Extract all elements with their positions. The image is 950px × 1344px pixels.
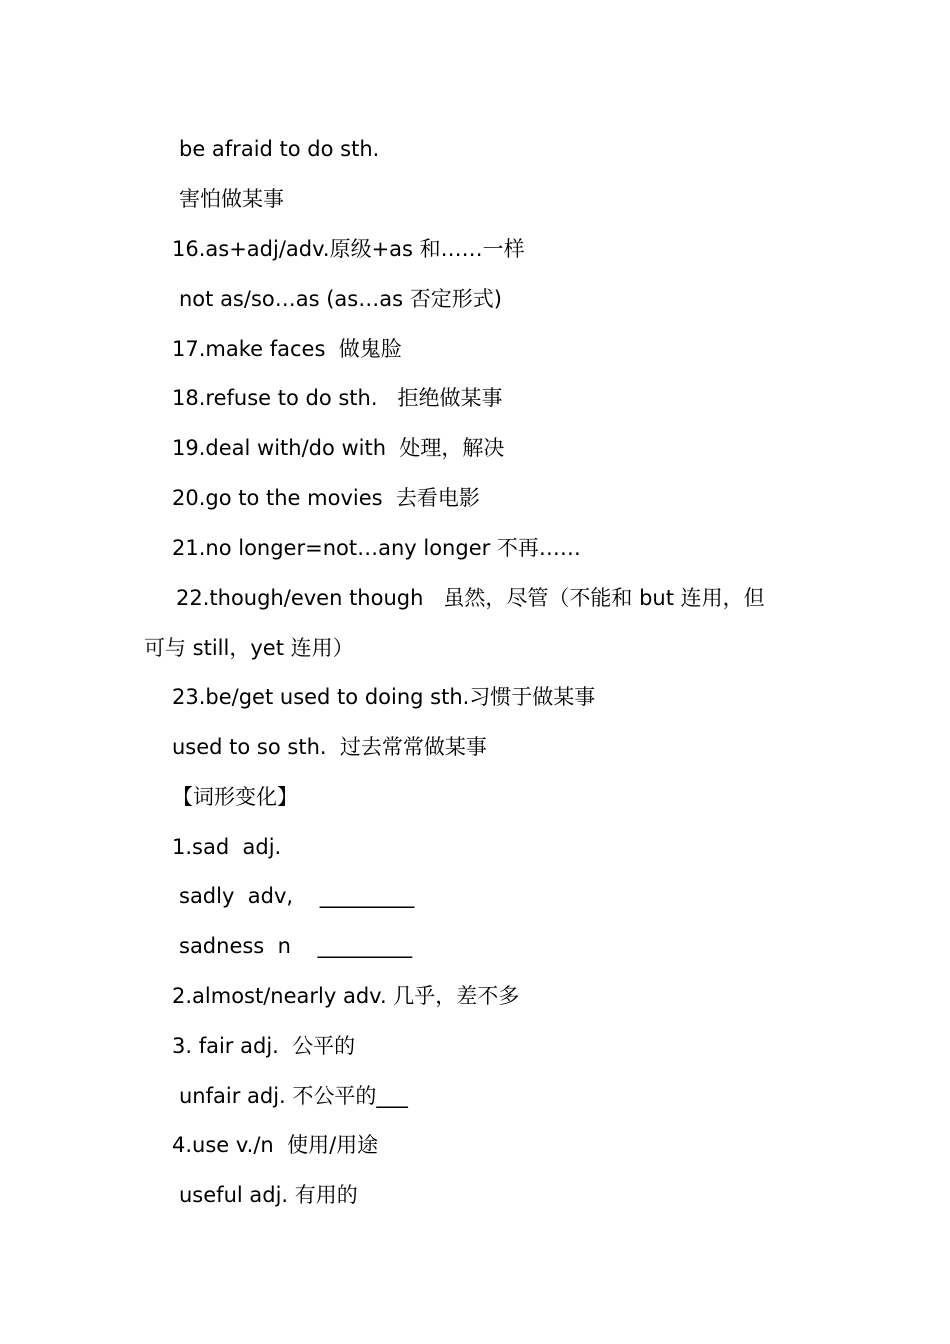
text-line-9: 21.no longer=not…any longer 不再……: [172, 536, 581, 560]
text-line-6: 18.refuse to do sth. 拒绝做某事: [172, 386, 503, 410]
text-line-5: 17.make faces 做鬼脸: [172, 337, 402, 361]
text-line-4: not as/so…as (as…as 否定形式): [179, 287, 502, 311]
text-line-20: unfair adj. 不公平的___: [179, 1084, 408, 1108]
text-line-16: sadly adv, _________: [179, 884, 415, 908]
text-line-7: 19.deal with/do with 处理，解决: [172, 436, 505, 460]
text-line-21: 4.use v./n 使用/用途: [172, 1133, 379, 1157]
text-line-19: 3. fair adj. 公平的: [172, 1034, 356, 1058]
text-line-10: 22.though/even though 虽然，尽管（不能和 but 连用，但: [176, 586, 765, 610]
text-line-3: 16.as+adj/adv.原级+as 和……一样: [172, 237, 525, 261]
text-line-13: used to so sth. 过去常常做某事: [172, 735, 487, 759]
section-heading: 【词形变化】: [172, 785, 298, 809]
text-line-2: 害怕做某事: [179, 187, 284, 211]
text-line-11: 可与 still，yet 连用）: [144, 636, 354, 660]
text-line-8: 20.go to the movies 去看电影: [172, 486, 480, 510]
text-line-15: 1.sad adj.: [172, 835, 282, 859]
text-line-18: 2.almost/nearly adv. 几乎，差不多: [172, 984, 520, 1008]
text-line-12: 23.be/get used to doing sth.习惯于做某事: [172, 685, 596, 709]
text-line-22: useful adj. 有用的: [179, 1183, 358, 1207]
text-line-17: sadness n _________: [179, 934, 413, 958]
text-line-1: be afraid to do sth.: [179, 137, 380, 161]
